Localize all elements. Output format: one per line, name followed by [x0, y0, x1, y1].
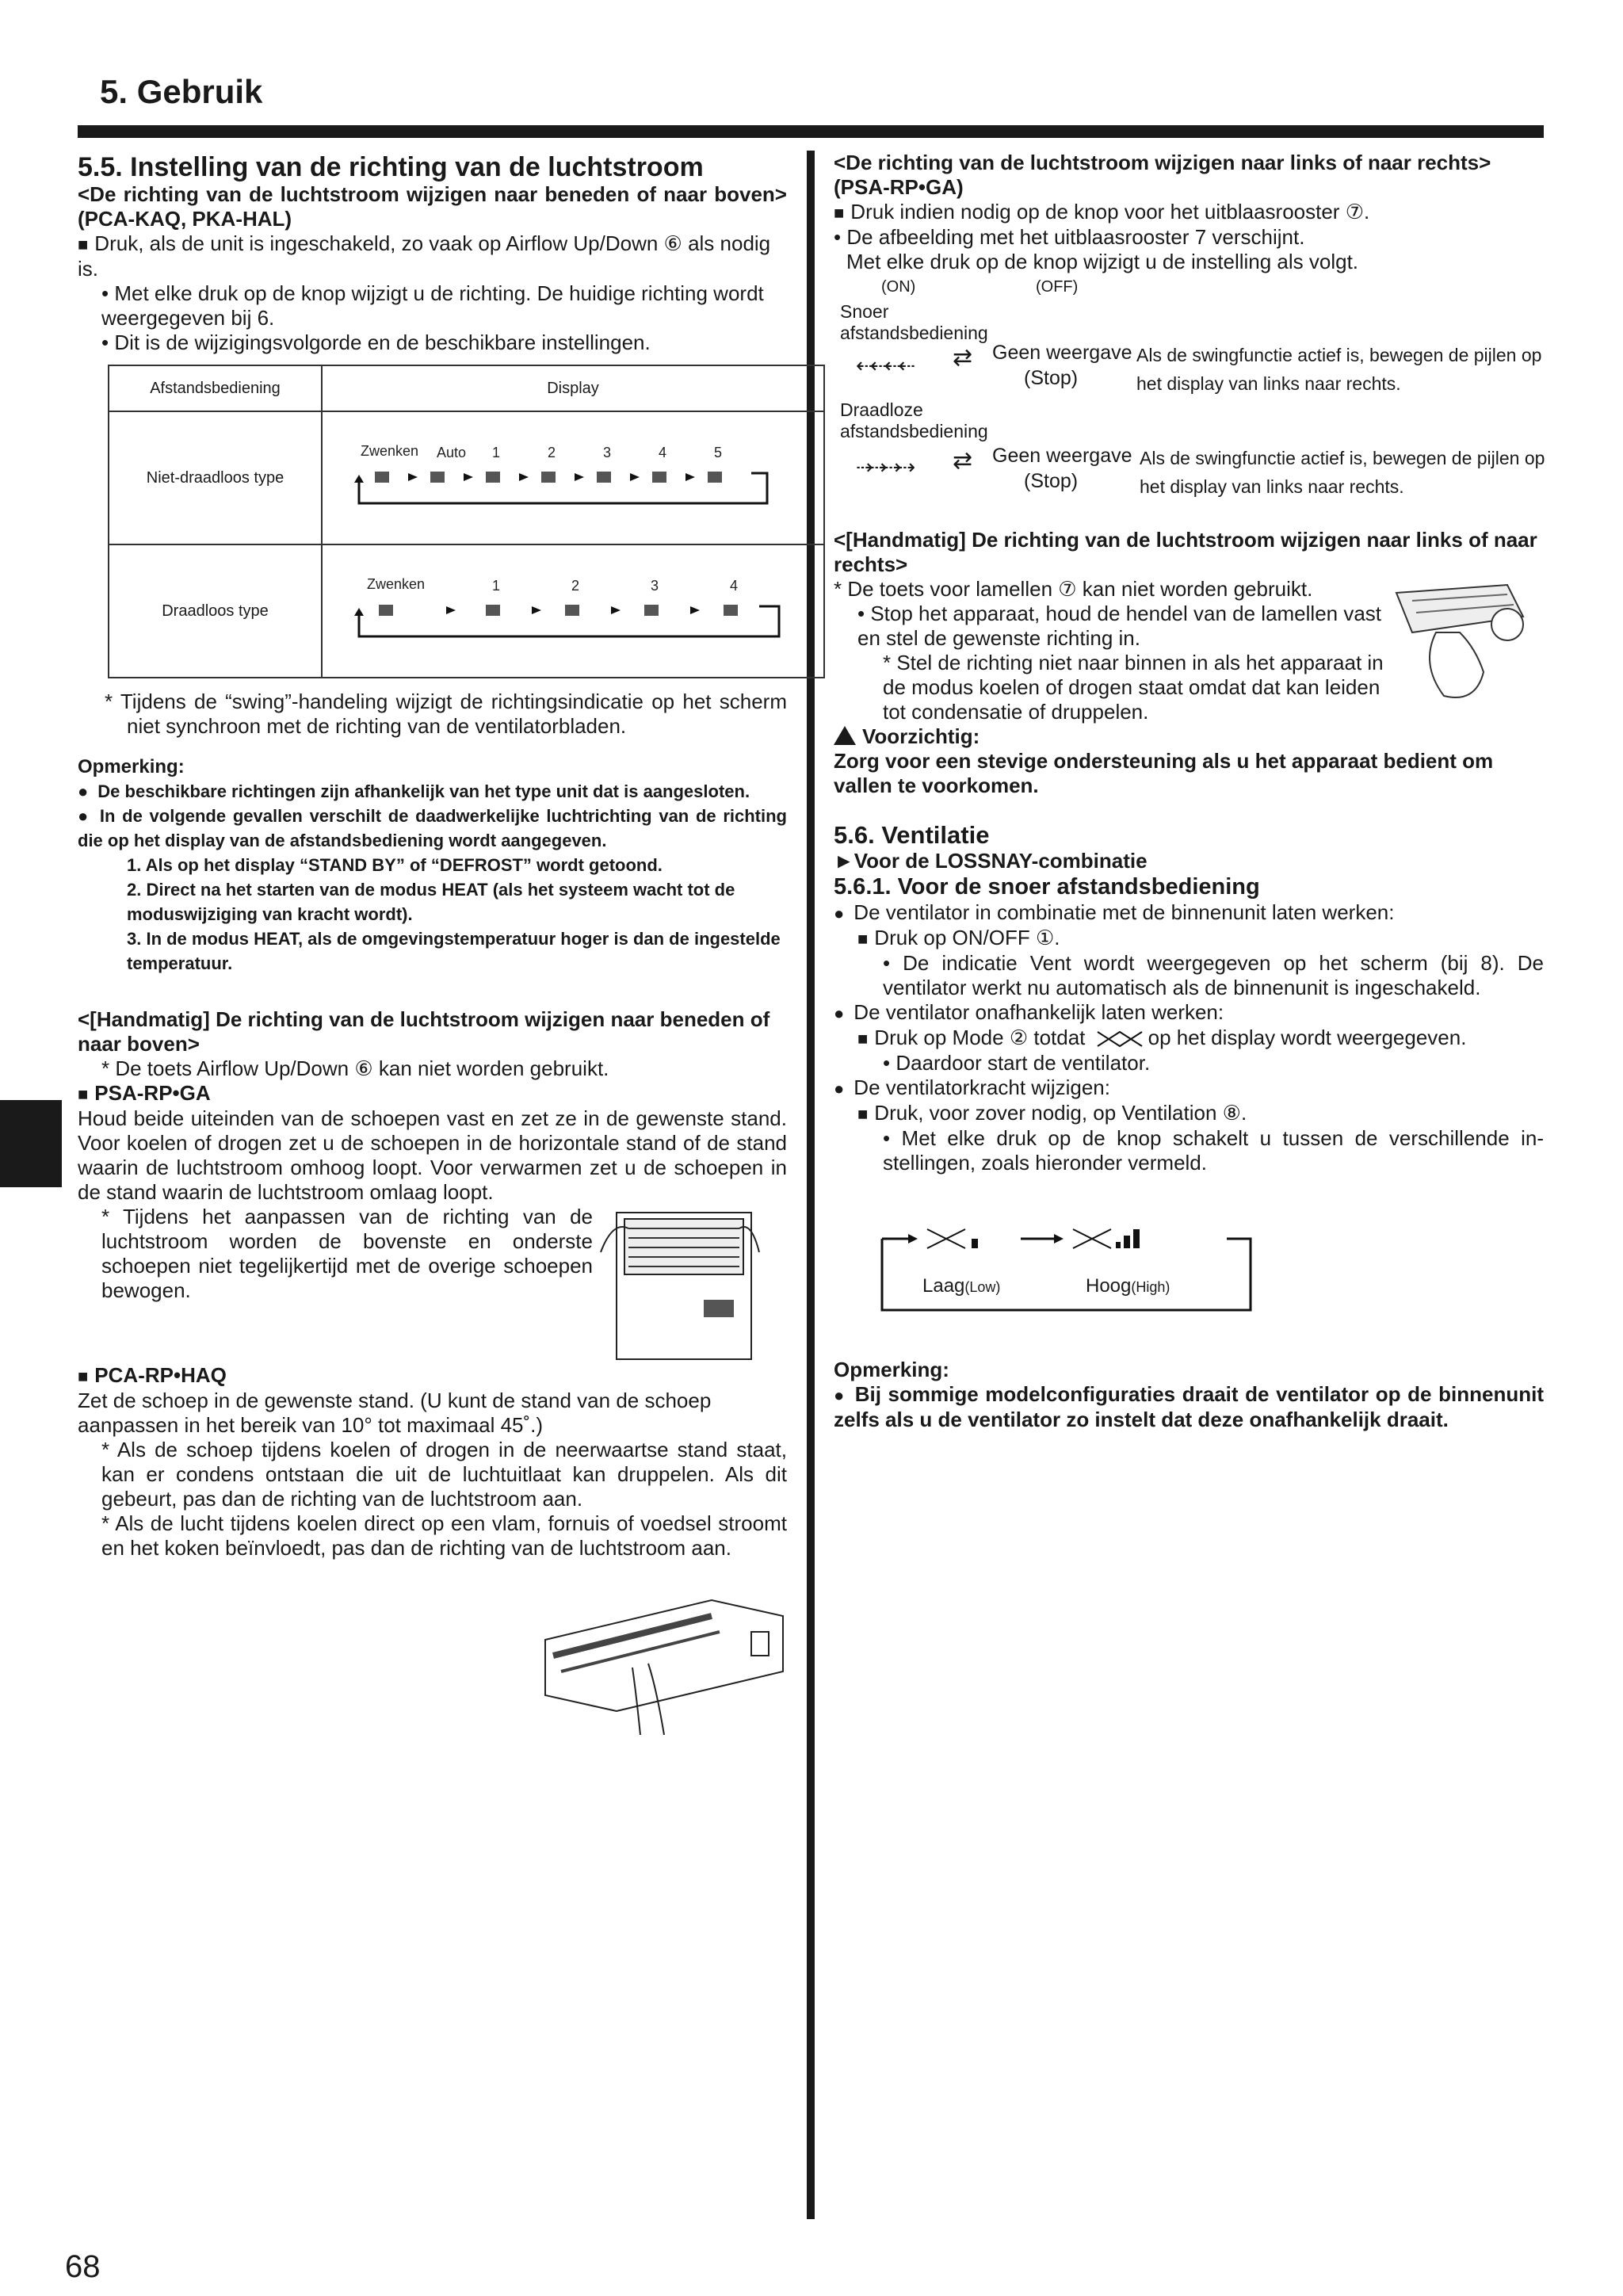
- fan-high: [1086, 1274, 1170, 1300]
- psa-label: ■ PSA-RP•GA: [78, 1081, 787, 1106]
- vent-item-1: ● De ventilator in combinatie met de binnenunit laten werken:: [834, 900, 1544, 926]
- note-case-3: 3. In de modus HEAT, als de omgevingstemperatuur hoger is dan de ingestelde temperatuur.: [127, 929, 781, 973]
- note-case-2: 2. Direct na het starten van de modus HEAT (als het systeem wacht tot de moduswijziging van kracht wordt).: [127, 880, 735, 924]
- chapter-title: 5. Gebruik: [100, 73, 263, 110]
- wireless-label: Draadloze afstandsbediening: [840, 399, 988, 441]
- vent-item-2: ● De ventilator onafhankelijk laten werken:: [834, 1000, 1544, 1026]
- lr-image: • De afbeelding met het uitblaasrooster 7 verschijnt.: [834, 225, 1305, 249]
- row-wired-label: Niet-draadloos type: [109, 411, 322, 544]
- fan-high-en: (High): [1131, 1279, 1170, 1295]
- fan-speed-diagram: [834, 1207, 1544, 1342]
- section-title: 5.5. Instelling van de richting van de luchtstroom: [78, 152, 704, 182]
- bullet-sequence: • Dit is de wijzigingsvolgorde en de beschikbare instellingen.: [101, 330, 651, 354]
- lr-each: Met elke druk op de knop wijzigt u de instelling als volgt.: [846, 250, 1359, 273]
- lr-press: ■ Druk indien nodig op de knop voor het uitblaasrooster ⑦.: [834, 200, 1544, 225]
- warning-icon: [834, 726, 856, 745]
- row-wireless-label: Draadloos type: [109, 544, 322, 678]
- table-header-display: Display: [322, 365, 824, 411]
- wireless-swing-desc: Als de swingfunctie actief is, bewegen de pijlen op het display van links naar rechts.: [1140, 448, 1545, 497]
- table-header-remote: Afstandsbediening: [109, 365, 322, 411]
- caution-text: Zorg voor een stevige ondersteuning als u het apparaat bedient om vallen te voorkomen.: [834, 749, 1494, 797]
- manual-lr-bullet-2-text: Stel de richting niet naar binnen in als het apparaat in de modus koelen of drogen staat omdat dat kan leiden tot condensatie of druppelen.: [883, 651, 1384, 724]
- wired-stop: (Stop): [1024, 367, 1079, 389]
- pca-note-2: * Als de lucht tijdens koelen direct op een vlam, fornuis of voedsel stroomt en het koken beïnvloedt, pas dan de richting van de luchtstroom aan.: [101, 1511, 787, 1560]
- manual-updown-heading: <[Handmatig] De richting van de luchtstroom wijzigen naar beneden of naar boven>: [78, 1007, 770, 1056]
- remark-label: Opmerking:: [78, 756, 185, 777]
- psa-note: * Tijdens het aanpassen van de richting van de luchtstroom worden de bovenste en onderste schoepen niet tegelijkertijd met de overige schoepen bewogen.: [101, 1205, 593, 1302]
- vent-item-2b-text: Daardoor start de ventilator.: [896, 1051, 1151, 1075]
- fan-low-en: (Low): [964, 1279, 1001, 1295]
- pca-note-1: * Als de schoep tijdens koelen of drogen in de neerwaartse stand staat, kan er condens ontstaan die uit de luchtuitlaat kan druppelen. Als dit gebeurt, pas dan de richting van de luchtstroom aan.: [101, 1438, 787, 1511]
- svg-text:1: 1: [492, 445, 501, 460]
- vent-item-3b: • Met elke druk op de knop schakelt u tussen de verschillende instellingen, zoals hieronder vermeld.: [883, 1126, 1544, 1175]
- swing-note-text: Tijdens de “swing”-handeling wijzigt de richtingsindicatie op het scherm niet synchroon met de richting van de ventilatorbladen.: [120, 690, 787, 738]
- off-label: (OFF): [1036, 278, 1079, 296]
- ventilation-title: 5.6. Ventilatie: [834, 821, 990, 849]
- lr-heading: <De richting van de luchtstroom wijzigen naar links of naar rechts> (PSA-RP•GA): [834, 151, 1491, 199]
- svg-text:Zwenken: Zwenken: [367, 576, 426, 592]
- vent-item-2a: [834, 1026, 1544, 1051]
- floor-unit-illustration: [593, 1205, 767, 1363]
- svg-text:4: 4: [730, 578, 739, 594]
- caution-label-text: Voorzichtig:: [862, 724, 980, 748]
- press-instruction: ■ Druk, als de unit is ingeschakeld, zo vaak op Airflow Up/Down ⑥ als nodig is.: [78, 231, 787, 281]
- wireless-no-display: Geen weergave: [992, 445, 1132, 467]
- ceiling-unit-illustration: [78, 1584, 787, 1735]
- manual-lr-note-text: De toets voor lamellen ⑦ kan niet worden gebruikt.: [847, 577, 1313, 601]
- wired-no-display: Geen weergave: [992, 342, 1132, 364]
- wireless-toggle-icon: ⇄: [953, 448, 973, 474]
- manual-updown-note: * De toets Airflow Up/Down ⑥ kan niet worden gebruikt.: [101, 1056, 609, 1080]
- lr-image-text: De afbeelding met het uitblaasrooster 7 verschijnt.: [846, 225, 1305, 249]
- wireless-sequence-diagram: [351, 565, 795, 652]
- svg-text:5: 5: [714, 445, 723, 460]
- fan-low: [922, 1274, 1000, 1300]
- row-wired-display: [322, 411, 824, 544]
- manual-lr-bullet-2: * Stel de richting niet naar binnen in als het apparaat in de modus koelen of drogen staat omdat dat kan leiden tot condensatie of druppelen.: [883, 651, 1384, 724]
- page-number: 68: [65, 2249, 101, 2284]
- left-column: [78, 152, 787, 1739]
- seq-label-auto: Auto: [437, 445, 467, 460]
- pca-note-2-text: Als de lucht tijdens koelen direct op een vlam, fornuis of voedsel stroomt en het koken beïnvloedt, pas dan de richting van de luchtstroom aan.: [101, 1511, 787, 1560]
- louver-lever-illustration: [1388, 577, 1531, 712]
- header-rule: [78, 125, 1544, 138]
- caution-label: [834, 724, 1544, 749]
- swing-note: * Tijdens de “swing”-handeling wijzigt de richtingsindicatie op het scherm niet synchroon met de richting van de ventilatorbladen.: [105, 690, 787, 738]
- manual-updown-note-text: De toets Airflow Up/Down ⑥ kan niet worden gebruikt.: [115, 1056, 609, 1080]
- vent-item-3a: ■ Druk, voor zover nodig, op Ventilation ⑧.: [834, 1101, 1544, 1126]
- lr-diagram: [834, 274, 1544, 504]
- side-tab: [0, 1100, 62, 1187]
- vent-item-2a-pre: Druk op Mode ② totdat: [874, 1026, 1086, 1049]
- manual-lr-note: * De toets voor lamellen ⑦ kan niet worden gebruikt.: [834, 577, 1313, 601]
- fan-low-label: Laag: [922, 1275, 965, 1297]
- psa-note-text: Tijdens het aanpassen van de richting van de luchtstroom worden de bovenste en onderste schoepen niet tegelijkertijd met de overige schoepen bewogen.: [101, 1205, 593, 1302]
- final-note: ● Bij sommige modelconfiguraties draait de ventilator op de binnenunit zelfs als u de ventilator zo instelt dat deze onafhankelijk draait.: [834, 1382, 1544, 1432]
- svg-text:4: 4: [659, 445, 667, 460]
- wireless-arrows-icon: ⇢⇢⇢⇢: [856, 455, 913, 479]
- wired-label: Snoer afstandsbediening: [840, 301, 988, 343]
- vent-item-1b: • De indicatie Vent wordt weergegeven op het scherm (bij 8). De ventilator werkt nu automatisch als de binnenunit is ingeschakeld.: [883, 951, 1544, 999]
- vent-item-3b-text: Met elke druk op de knop schakelt u tussen de verschillende instellingen, zoals hieronder vermeld.: [883, 1126, 1544, 1175]
- vent-item-3: ● De ventilatorkracht wijzigen:: [834, 1075, 1544, 1101]
- svg-text:2: 2: [571, 578, 580, 594]
- ventilation-icon: [1096, 1029, 1144, 1049]
- bullet-direction: • Met elke druk op de knop wijzigt u de richting. De huidige richting wordt weergegeven bij 6.: [101, 281, 764, 330]
- seq-label-swing: Zwenken: [361, 443, 419, 459]
- bullet-sequence-text: Dit is de wijzigingsvolgorde en de beschikbare instellingen.: [114, 330, 651, 354]
- manual-lr-bullet-1-text: Stop het apparaat, houd de hendel van de lamellen vast en stel de gewenste richting in.: [857, 602, 1382, 650]
- wireless-stop: (Stop): [1024, 470, 1079, 492]
- lossnay-heading: ►Voor de LOSSNAY-combinatie: [834, 849, 1148, 873]
- vent-item-1a: ■ Druk op ON/OFF ①.: [834, 926, 1544, 951]
- manual-lr-bullet-1: • Stop het apparaat, houd de hendel van de lamellen vast en stel de gewenste richting in.: [857, 602, 1382, 650]
- svg-text:3: 3: [651, 578, 659, 594]
- svg-text:3: 3: [603, 445, 612, 460]
- pca-label: ■ PCA-RP•HAQ: [78, 1363, 787, 1389]
- pca-text: Zet de schoep in de gewenste stand. (U kunt de stand van de schoep aanpassen in het bereik van 10° tot maximaal 45˚.): [78, 1389, 712, 1437]
- note-case-1: 1. Als op het display “STAND BY” of “DEFROST” wordt getoond.: [127, 855, 663, 875]
- wired-sequence-diagram: [351, 432, 795, 519]
- manual-lr-heading: <[Handmatig] De richting van de luchtstroom wijzigen naar links of naar rechts>: [834, 528, 1537, 576]
- wired-toggle-icon: ⇄: [953, 345, 973, 371]
- note-differs: ● In de volgende gevallen verschilt de daadwerkelijke luchtrichting van de richting die op het display van de afstandsbediening wordt aangegeven.: [78, 804, 787, 853]
- svg-text:2: 2: [548, 445, 556, 460]
- vent-item-2b: • Daardoor start de ventilator.: [883, 1051, 1151, 1075]
- vent-item-1b-text: De indicatie Vent wordt weergegeven op het scherm (bij 8). De ventilator werkt nu automatisch als de binnenunit is ingeschakeld.: [883, 951, 1544, 999]
- psa-text: Houd beide uiteinden van de schoepen vast en zet ze in de gewenste stand. Voor koelen of drogen zet u de schoepen in de horizontale stand of de stand waarin de luchtstroom omhoog loopt. Voor verwarmen zet u de schoepen in de stand waarin de luchtstroom omlaag loopt.: [78, 1106, 787, 1204]
- wired-arrows-icon: ⇠⇠⇠⇠: [856, 353, 913, 377]
- display-table: [108, 365, 825, 678]
- svg-text:1: 1: [492, 578, 501, 594]
- on-label: (ON): [881, 278, 916, 296]
- pca-note-1-text: Als de schoep tijdens koelen of drogen in de neerwaartse stand staat, kan er condens ontstaan die uit de luchtuitlaat kan druppelen. Als dit gebeurt, pas dan de richting van de luchtstroom aan.: [101, 1438, 787, 1511]
- wired-swing-desc: Als de swingfunctie actief is, bewegen de pijlen op het display van links naar rechts.: [1136, 345, 1542, 394]
- fan-high-label: Hoog: [1086, 1275, 1132, 1297]
- vent-item-2a-post: op het display wordt weergegeven.: [1148, 1026, 1467, 1049]
- right-column: [834, 151, 1544, 1432]
- remark-label-right: Opmerking:: [834, 1358, 949, 1381]
- wired-remote-subtitle: 5.6.1. Voor de snoer afstandsbediening: [834, 874, 1260, 900]
- row-wireless-display: [322, 544, 824, 678]
- fan-speed-cycle: [878, 1207, 1290, 1326]
- note-directions: ● De beschikbare richtingen zijn afhankelijk van het type unit dat is aangesloten.: [78, 779, 787, 804]
- bullet-direction-text: Met elke druk op de knop wijzigt u de richting. De huidige richting wordt weergegeven bij 6.: [101, 281, 764, 330]
- updown-heading: <De richting van de luchtstroom wijzigen naar beneden of naar boven> (PCA-KAQ, PKA-HAL): [78, 182, 787, 231]
